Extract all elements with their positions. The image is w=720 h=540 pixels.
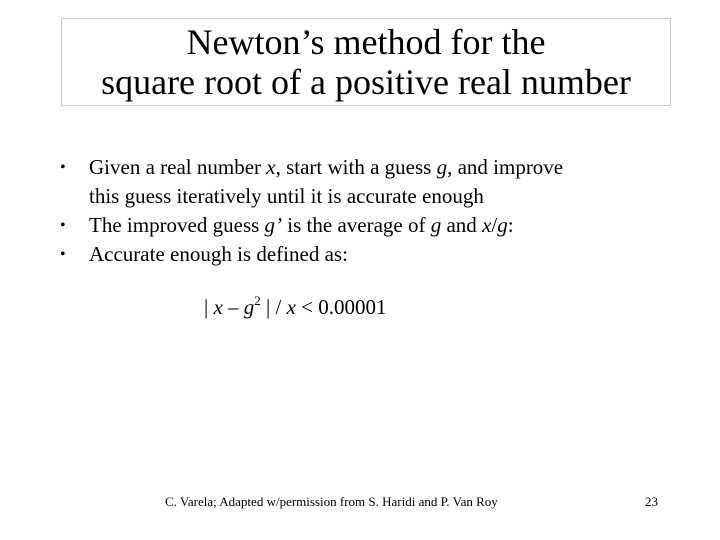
slide-title-line-2: square root of a positive real number — [101, 62, 631, 102]
slide-title-line-1: Newton’s method for the — [186, 22, 546, 62]
bullet-item-3 — [60, 240, 700, 269]
bullet-item-2 — [60, 211, 700, 240]
footer-credit: C. Varela; Adapted w/permission from S. Haridi and P. Van Roy — [165, 494, 498, 509]
bullet-1-text-line-2: this guess iteratively until it is accurate enough — [89, 184, 484, 208]
formula-exponent: 2 — [254, 293, 261, 308]
page-number: 23 — [645, 494, 658, 509]
bullet-icon: • — [60, 217, 66, 234]
slide-title — [61, 18, 671, 106]
bullet-icon: • — [60, 159, 66, 176]
bullet-2-text: The improved guess g’ is the average of g and x/g: — [89, 213, 514, 237]
bullet-icon: • — [60, 246, 66, 263]
accuracy-formula: | x – $g^2$ | / x < 0.00001 — [204, 293, 387, 319]
bullet-list — [60, 153, 700, 269]
bullet-1-text: Given a real number x, start with a guess g, and improve — [89, 155, 564, 179]
bullet-item-1 — [60, 153, 700, 211]
bullet-3-text: Accurate enough is defined as: — [89, 242, 348, 266]
